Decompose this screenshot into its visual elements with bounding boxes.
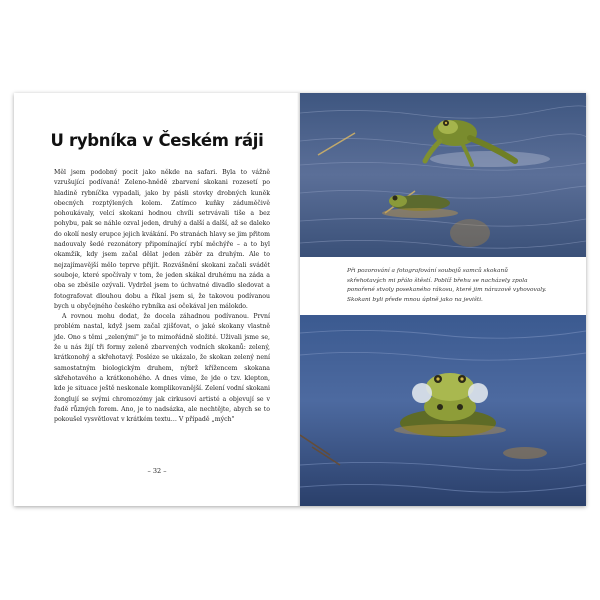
frogs-croaking-photo — [300, 315, 586, 506]
frog-leaping-photo — [300, 93, 586, 257]
right-page — [300, 93, 586, 506]
left-page — [14, 93, 300, 506]
chapter-title: U rybníka v Českém ráji — [50, 131, 264, 150]
body-text — [54, 168, 270, 425]
book-spread — [14, 93, 586, 506]
paragraph: A rovnou mohu dodat, že docela záhadnou podívanou. První problém nastal, když jsem začal zjišťovat, o jaké skokany vlastně jde. Ono s těmi „zelenými" je to mimořádně složité. Uživali jsme se, že u nás žijí tři formy zeleně zbarvených vodních skokanů: zelený, krátkonohý a skřehotavý. Posléze se ukázalo, že skokan zelený není samostatným biologickým druhem, nýbrž křížencem skokana skřehotavého a krátkonohého. A dnes víme, že jde o tzv. klepton, kde je situace ještě neskonale komplikovanější. Zelení vodní skokani žonglují se svými chromozómy jak cirkusoví artisté a objevují se v řadě různých forem. Ano, je to nadsázka, ale nechtějte, abych se to pokoušel vysvětlovat v krátkém textu… V případě „mých" — [54, 313, 270, 424]
photo-caption: Při pozorování a fotografování soubojů samců skokanů skřehotavých mi přálo štěstí. Poblíž břehu se nacházely zpola ponořené stvoly posekaného rákosu, které jim nárazově vyhovovaly. Skokani byli přede mnou úplně jako na jevišti. — [347, 268, 547, 303]
paragraph: Měl jsem podobný pocit jako někde na safari. Byla to vážně vzrušující podívaná! Zeleno-hnědě zbarvení skokani rozesetí po hladině rybníčka vypadali, jako by pásli stovky drobných kuněk obecných rozptýlených kolem. Zatímco kuňky záduměčivě pohoukávaly, velcí skokani hodnou chvíli setrvávali tiše a bez pohybu, pak se náhle ozval jeden, druhý a další a další, až se daleko do okolí nesly erupce jejich kvákání. Po stranách hlavy se jim přitom nadouvaly šedé rezonátory připomínající rybí měchýře – a to byl okamžik, kdy jsem začal dělat jeden záběr za druhým. Ale to nejzajímavější mělo teprve přijít. Rozvášnění skokani začali svádět souboje, které spočívaly v tom, že jeden skákal druhému na záda a oba se zběsile ozývali. Vydržel jsem to úchvatné divadlo sledovat a fotografovat dlouhou dobu a říkal jsem si, že takovou podívanou bych u obyčejného českého rybníka asi očekával jen málokdo. — [54, 169, 270, 310]
page-number: – 32 – — [147, 467, 167, 475]
